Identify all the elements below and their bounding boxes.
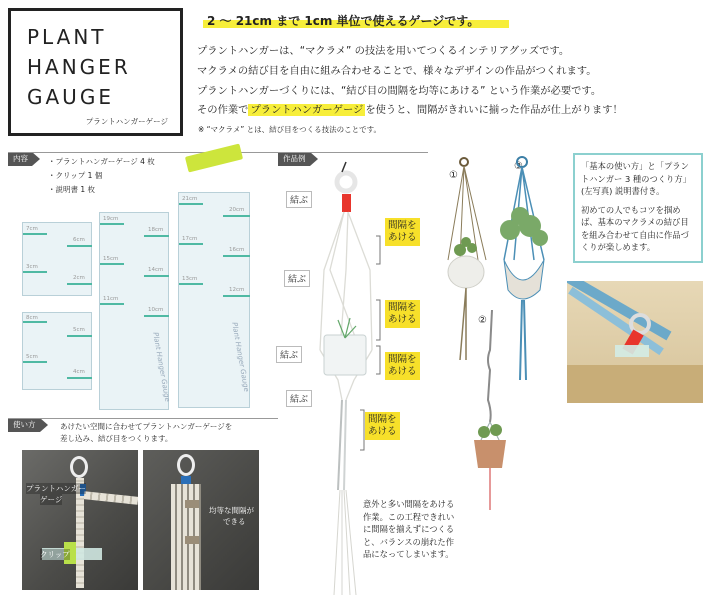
gauge-4-label-1: 21cm xyxy=(182,196,198,202)
gauge-3-label-3: 15cm xyxy=(103,256,119,262)
hanger-number-1: ① xyxy=(449,170,458,181)
hanger-photos xyxy=(430,150,570,520)
gap-label-3 xyxy=(385,352,420,380)
gauge-1-label-4: 2cm xyxy=(73,275,85,281)
gauge-4-label-6: 12cm xyxy=(229,287,245,293)
gauge-4 xyxy=(178,192,250,408)
description-line-1: プラントハンガーは、“マクラメ” の技法を用いてつくるインテリアグッズです。 xyxy=(197,45,570,57)
gauge-3-label-5: 11cm xyxy=(103,296,119,302)
gauge-2 xyxy=(22,312,92,390)
headline: 2 ～ 21cm まで 1cm 単位で使えるゲージです。 xyxy=(207,14,480,28)
gauge-4-brand: Plant Hanger Gauge xyxy=(230,321,251,393)
gauge-3-label-1: 19cm xyxy=(103,216,119,222)
gap-label-3-line-2: あける xyxy=(388,366,417,377)
usage-label-gauge-1: プラントハンガー xyxy=(26,484,86,493)
gauge-4-label-3: 17cm xyxy=(182,236,198,242)
gauge-4-label-4: 16cm xyxy=(229,247,245,253)
usage-text-1: あけたい空間に合わせてプラントハンガーゲージを xyxy=(60,422,233,431)
description-line-4-pre: その作業で xyxy=(197,104,249,116)
knot-label-2: 結ぶ xyxy=(284,270,310,287)
gap-label-1 xyxy=(385,218,420,246)
gap-label-1-line-2: あける xyxy=(388,232,417,243)
usage-label-even-1: 均等な間隔が xyxy=(209,506,254,515)
info-box xyxy=(573,153,703,263)
title-line-1: PLANT xyxy=(27,25,107,49)
knot-label-3: 結ぶ xyxy=(276,346,302,363)
usage-label-gauge-2: ゲージ xyxy=(40,495,63,504)
title-line-2: HANGER xyxy=(27,55,131,79)
usage-label-clip: クリップ xyxy=(40,550,70,559)
gauge-2-label-1: 8cm xyxy=(26,315,38,321)
contents-item-1: ・プラントハンガーゲージ 4 枚 xyxy=(48,157,155,166)
gap-label-2-line-2: あける xyxy=(388,314,417,325)
gap-label-4-line-2: あける xyxy=(368,426,397,437)
tip-text: 意外と多い間隔をあける作業。この工程できれいに間隔を揃えずにつくると、バランスの崩れた作品になってしまいます。 xyxy=(363,499,455,559)
gap-label-4-line-1: 間隔を xyxy=(368,414,397,425)
gauge-1-label-3: 3cm xyxy=(26,264,38,270)
info-paragraph-2: 初めての人でもコツを掴めば、基本のマクラメの結び目を組み合わせて自由に作品づくりが楽しめます。 xyxy=(581,204,689,252)
usage-tag: 使い方 xyxy=(8,418,40,432)
info-paragraph-1: 「基本の使い方」と「プラントハンガー 3 種のつくり方」(左写真) 説明書付き。 xyxy=(581,161,691,196)
example-tag: 作品例 xyxy=(278,152,310,166)
usage-text-2: 差し込み、結び目をつくります。 xyxy=(60,434,173,443)
gap-label-2 xyxy=(385,300,420,328)
usage-photo-1 xyxy=(22,450,138,590)
usage-label-even-2: できる xyxy=(223,517,246,526)
contents-tag: 内容 xyxy=(8,152,32,166)
hanger-number-3: ③ xyxy=(514,161,523,172)
gauge-1 xyxy=(22,222,92,296)
description-line-4 xyxy=(197,101,623,116)
gauge-3-label-2: 18cm xyxy=(148,227,164,233)
description-line-4-post: を使うと、間隔がきれいに揃った作品が仕上がります！ xyxy=(365,104,623,116)
gauge-4-label-2: 20cm xyxy=(229,207,245,213)
gap-label-1-line-1: 間隔を xyxy=(388,220,417,231)
description-line-3: プラントハンガーづくりには、“結び目の間隔を均等にあける” という作業が必要です。 xyxy=(197,85,602,97)
info-photo xyxy=(567,281,703,403)
hanger-number-2: ② xyxy=(478,315,487,326)
gauge-2-label-2: 5cm xyxy=(73,327,85,333)
note: ※ “マクラメ” とは、結び目をつくる技法のことです。 xyxy=(198,125,381,134)
gap-label-3-line-1: 間隔を xyxy=(388,354,417,365)
description-highlight: プラントハンガーゲージ xyxy=(250,104,364,116)
gauge-1-label-2: 6cm xyxy=(73,237,85,243)
title-line-3: GAUGE xyxy=(27,85,114,109)
contents-item-2: ・クリップ 1 個 xyxy=(48,171,103,180)
description-line-2: マクラメの結び目を自由に組み合わせることで、様々なデザインの作品がつくれます。 xyxy=(197,65,597,77)
gauge-4-label-5: 13cm xyxy=(182,276,198,282)
title-subtitle: プラントハンガーゲージ xyxy=(85,117,168,126)
clip-image xyxy=(185,143,243,172)
knot-label-1: 結ぶ xyxy=(286,191,312,208)
gauge-3-brand: Plant Hanger Gauge xyxy=(151,331,172,403)
gap-label-2-line-1: 間隔を xyxy=(388,302,417,313)
example-divider xyxy=(278,152,428,153)
gap-label-4 xyxy=(365,412,400,440)
title-box xyxy=(8,8,183,136)
gauge-3-label-4: 14cm xyxy=(148,267,164,273)
gauge-2-label-4: 4cm xyxy=(73,369,85,375)
gauge-3 xyxy=(99,212,172,410)
gauge-3-label-6: 10cm xyxy=(148,307,164,313)
usage-divider xyxy=(8,418,278,419)
gauge-1-label-1: 7cm xyxy=(26,226,38,232)
knot-label-4: 結ぶ xyxy=(286,390,312,407)
contents-item-3: ・説明書 1 枚 xyxy=(48,185,96,194)
gauge-2-label-3: 5cm xyxy=(26,354,38,360)
